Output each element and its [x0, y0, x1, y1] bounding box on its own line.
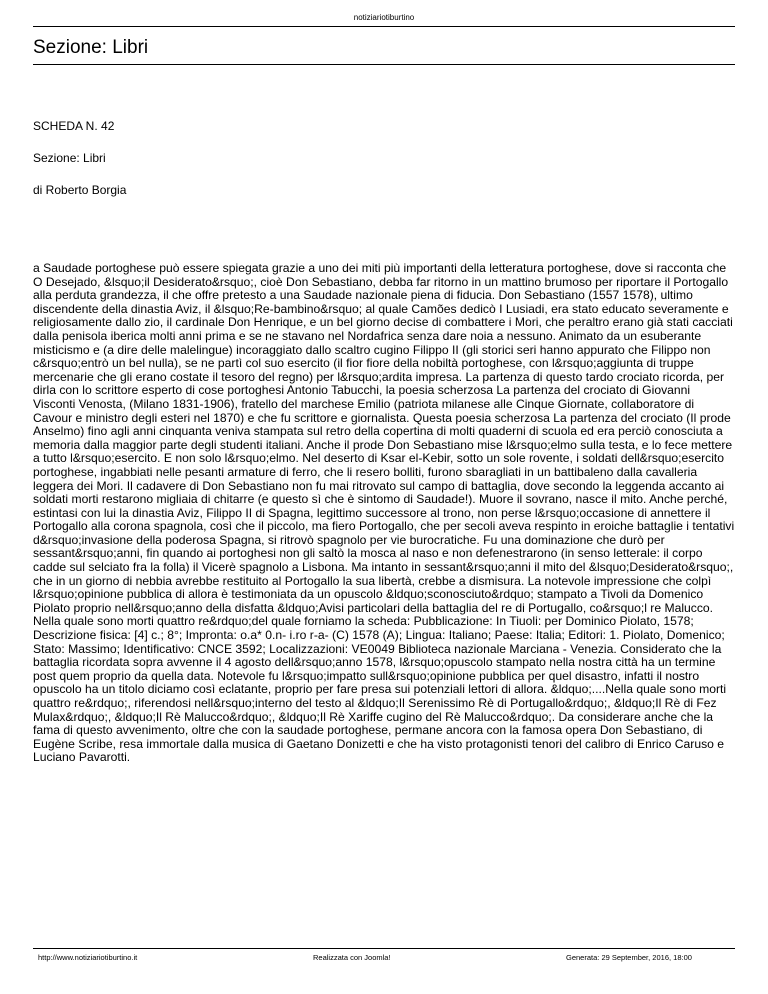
site-name: notiziariotiburtino	[353, 13, 415, 22]
scheda-number: SCHEDA N. 42	[33, 119, 115, 133]
section-title: Sezione: Libri	[33, 37, 149, 58]
section-label: Sezione: Libri	[33, 151, 106, 165]
footer-divider	[33, 948, 735, 949]
header-divider	[33, 26, 735, 27]
footer-generated-date: Generata: 29 September, 2016, 18:00	[566, 953, 692, 962]
footer-powered-by: Realizzata con Joomla!	[313, 953, 391, 962]
footer-site-url[interactable]: http://www.notiziariotiburtino.it	[38, 953, 138, 962]
author-byline: di Roberto Borgia	[33, 183, 127, 197]
section-divider	[33, 64, 735, 65]
article-body: a Saudade portoghese può essere spiegata grazie a uno dei miti più importanti della letteratura portoghese, dove si racconta che O Desejado, &lsquo;il Desiderato&rsquo;, cioè Don Sebastiano, debba far ritorno in un mattino brumoso per riportare il Portogallo alla perduta grandezza, il che offre pretesto a una Saudade nazionale piena di fiducia. Don Sebastiano (1557 1578), ultimo discendente della dinastia Aviz, il &lsquo;Re-bambino&rsquo; al quale Camões dedicò I Lusiadi, era stato educato severamente e religiosamente dallo zio, il cardinale Don Henrique, e un bel giorno decise di combattere i Mori, che peraltro erano già stati cacciati dalla penisola iberica molti anni prima e se ne stavano nel Nordafrica senza dare noia a nessuno. Animato da un esuberante misticismo e (a dire delle malelingue) incoraggiato dallo scaltro cugino Filippo II (gli storici seri hanno appurato che Filippo non c&rsquo;entrò un bel nulla), se ne partì col suo esercito (il fior fiore della nobiltà portoghese, con l&rsquo;aggiunta di truppe mercenarie che gli erano costate il tesoro del regno) per l&rsquo;ardita impresa. La partenza di questo tardo crociato ricorda, per dirla con lo scrittore esperto di cose portoghesi Antonio Tabucchi, la poesia scherzosa La partenza del crociato di Giovanni Visconti Venosta, (Milano 1831-1906), fratello del marchese Emilio (patriota milanese alle Cinque Giornate, collaboratore di Cavour e ministro degli esteri nel 1870) e che fu scrittore e giornalista. Questa poesia scherzosa La partenza del crociato (Il prode Anselmo) fino agli anni cinquanta veniva stampata sul retro della copertina di molti quaderni di scuola ed era perciò conosciuta a memoria dalla maggior parte degli studenti italiani. Anche il prode Don Sebastiano mise l&rsquo;elmo sulla testa, e lo fece mettere a tutto l&rsquo;esercito. E non solo l&rsquo;elmo. Nel deserto di Ksar el-Kebir, sotto un sole rovente, i soldati dell&rsquo;esercito portoghese, ingabbiati nelle pesanti armature di ferro, che li resero bolliti, furono sbaragliati in un battibaleno dalla cavalleria leggera dei Mori. Il cadavere di Don Sebastiano non fu mai ritrovato sul campo di battaglia, dove secondo la leggenda accanto ai soldati morti restarono migliaia di chitarre (e questo sì che è sintomo di Saudade!). Muore il sovrano, nasce il mito. Anche perché, estintasi con lui la dinastia Aviz, Filippo II di Spagna, legittimo successore al trono, non perse l&rsquo;occasione di annettere il Portogallo alla corona spagnola, così che il piccolo, ma fiero Portogallo, che per secoli aveva respinto in eroiche battaglie i tentativi d&rsquo;invasione della poderosa Spagna, si ritrovò spagnolo per vie burocratiche. Fu una dominazione che durò per sessant&rsquo;anni, fin quando ai portoghesi non gli saltò la mosca al naso e non defenestrarono (in senso letterale: il corpo cadde sul selciato fra la folla) il Vicerè spagnolo a Lisbona. Ma intanto in sessant&rsquo;anni il mito del &lsquo;Desiderato&rsquo;, che in un giorno di nebbia avrebbe restituito al Portogallo la sua libertà, crebbe a dismisura. La notevole impressione che colpì l&rsquo;opinione pubblica di allora è testimoniata da un opuscolo &ldquo;sconosciuto&rdquo; stampato a Tivoli da Domenico Piolato proprio nell&rsquo;anno della disfatta &ldquo;Avisi particolari della battaglia del re di Portugallo, co&rsquo;l re Malucco. Nella quale sono morti quattro re&rdquo;del quale forniamo la scheda: Pubblicazione: In Tiuoli: per Dominico Piolato, 1578; Descrizione fisica: [4] c.; 8°; Impronta: o.a* 0.n- i.ro r-a- (C) 1578 (A); Lingua: Italiano; Paese: Italia; Editori: 1. Piolato, Domenico; Stato: Massimo; Identificativo: CNCE 3592; Localizzazioni: VE0049 Biblioteca nazionale Marciana - Venezia. Considerato che la battaglia ricordata sopra avvenne il 4 agosto dell&rsquo;anno 1578, l&rsquo;opuscolo stampato nella nostra città ha un termine post quem proprio da quella data. Notevole fu l&rsquo;impatto sull&rsquo;opinione pubblica per quel disastro, infatti il nostro opuscolo ha un titolo diciamo così eclatante, proprio per fare presa sui potenziali lettori di allora. &ldquo;....Nella quale sono morti quattro re&rdquo;, riferendosi nell&rsquo;interno del testo al &ldquo;Il Serenissimo Rè di Portugallo&rdquo;, &ldquo;Il Rè di Fez Mulax&rdquo;, &ldquo;Il Rè Malucco&rdquo;, &ldquo;Il Rè Xariffe cugino del Rè Malucco&rdquo;. Da considerare anche che la fama di questo avvenimento, oltre che con la saudade portoghese, permane ancora con la famosa opera Don Sebastiano, di Eugène Scribe, resa immortale dalla musica di Gaetano Donizetti e che ha visto protagonisti tenori del calibro di Enrico Caruso e Luciano Pavarotti.	[33, 261, 735, 765]
